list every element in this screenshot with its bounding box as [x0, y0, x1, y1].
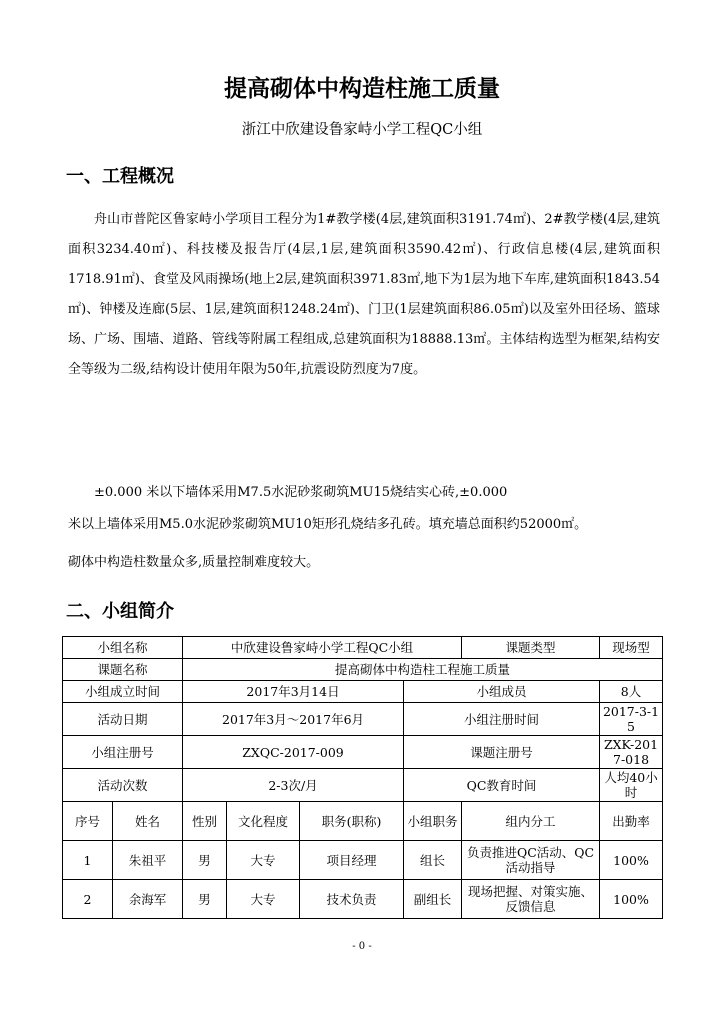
table-value: 提高砌体中构造柱工程施工质量 — [183, 659, 663, 681]
column-header: 职务(职称) — [300, 802, 404, 841]
table-row — [63, 769, 663, 802]
column-header: 姓名 — [113, 802, 183, 841]
table-label: 小组名称 — [63, 637, 183, 659]
column-header: 小组职务 — [404, 802, 462, 841]
table-value: 人均40小时 — [600, 769, 663, 802]
table-label: 活动次数 — [63, 769, 183, 802]
table-row — [63, 637, 663, 659]
wall-spec-line-1: ±0.000 米以下墙体采用M7.5水泥砂浆砌筑MU15烧结实心砖,±0.000 — [94, 485, 508, 500]
column-header: 序号 — [63, 802, 113, 841]
table-value: 2017-3-15 — [600, 703, 663, 736]
table-row — [63, 659, 663, 681]
table-value: 2017年3月14日 — [183, 681, 404, 703]
table-cell: 100% — [600, 841, 663, 880]
table-label: 小组成员 — [404, 681, 600, 703]
table-cell: 朱祖平 — [113, 841, 183, 880]
table-row — [63, 681, 663, 703]
table-label: 活动日期 — [63, 703, 183, 736]
difficulty-statement: 砌体中构造柱数量众多,质量控制难度较大。 — [68, 555, 320, 570]
table-row — [63, 703, 663, 736]
table-label: QC教育时间 — [404, 769, 600, 802]
table-header-row — [63, 802, 663, 841]
table-label: 小组注册时间 — [404, 703, 600, 736]
column-header: 文化程度 — [227, 802, 300, 841]
table-cell: 2 — [63, 880, 113, 919]
table-cell: 项目经理 — [300, 841, 404, 880]
table-label: 小组注册号 — [63, 736, 183, 769]
table-cell: 负责推进QC活动、QC活动指导 — [462, 841, 600, 880]
column-header: 出勤率 — [600, 802, 663, 841]
table-value: 8人 — [600, 681, 663, 703]
document-subtitle: 浙江中欣建设鲁家峙小学工程QC小组 — [241, 122, 483, 138]
table-cell: 1 — [63, 841, 113, 880]
table-value: ZXQC-2017-009 — [183, 736, 404, 769]
table-cell: 副组长 — [404, 880, 462, 919]
document-title: 提高砌体中构造柱施工质量 — [224, 76, 500, 102]
table-cell: 100% — [600, 880, 663, 919]
table-cell: 男 — [183, 880, 227, 919]
wall-spec-line-2: 米以上墙体采用M5.0水泥砂浆砌筑MU10矩形孔烧结多孔砖。填充墙总面积约52000㎡。 — [68, 517, 588, 532]
table-cell: 大专 — [227, 841, 300, 880]
table-cell: 组长 — [404, 841, 462, 880]
table-row — [63, 841, 663, 880]
section-heading-overview: 一、工程概况 — [66, 166, 174, 187]
page-number: - 0 - — [352, 941, 372, 952]
column-header: 组内分工 — [462, 802, 600, 841]
table-value: 中欣建设鲁家峙小学工程QC小组 — [183, 637, 462, 659]
table-cell: 余海军 — [113, 880, 183, 919]
table-row — [63, 880, 663, 919]
table-row — [63, 736, 663, 769]
table-label: 课题名称 — [63, 659, 183, 681]
overview-paragraph: 舟山市普陀区鲁家峙小学项目工程分为1#教学楼(4层,建筑面积3191.74㎡)、2#教学楼(4层,建筑面积3234.40㎡)、科技楼及报告厅(4层,1层,建筑面积3590.42㎡)、行政信息楼(4层,建筑面积1718.91㎡)、食堂及风雨操场(地上2层,建筑面积3971.83㎡,地下为1层为地下车库,建筑面积1843.54㎡)、钟楼及连廊(5层、1层,建筑面积1248.24㎡)、门卫(1层建筑面积86.05㎡)以及室外田径场、篮球场、广场、围墙、道路、管线等附属工程组成,总建筑面积为18888.13㎡。主体结构选型为框架,结构安全等级为二级,结构设计使用年限为50年,抗震设防烈度为7度。 — [68, 212, 660, 377]
table-label: 课题注册号 — [404, 736, 600, 769]
group-info-table — [62, 636, 663, 919]
table-value: 2017年3月～2017年6月 — [183, 703, 404, 736]
table-label: 小组成立时间 — [63, 681, 183, 703]
table-cell: 大专 — [227, 880, 300, 919]
table-label: 课题类型 — [462, 637, 600, 659]
section-heading-group: 二、小组简介 — [66, 601, 174, 622]
table-value: 2-3次/月 — [183, 769, 404, 802]
table-cell: 男 — [183, 841, 227, 880]
column-header: 性别 — [183, 802, 227, 841]
table-value: ZXK-2017-018 — [600, 736, 663, 769]
table-cell: 现场把握、对策实施、反馈信息 — [462, 880, 600, 919]
table-value: 现场型 — [600, 637, 663, 659]
table-cell: 技术负责 — [300, 880, 404, 919]
